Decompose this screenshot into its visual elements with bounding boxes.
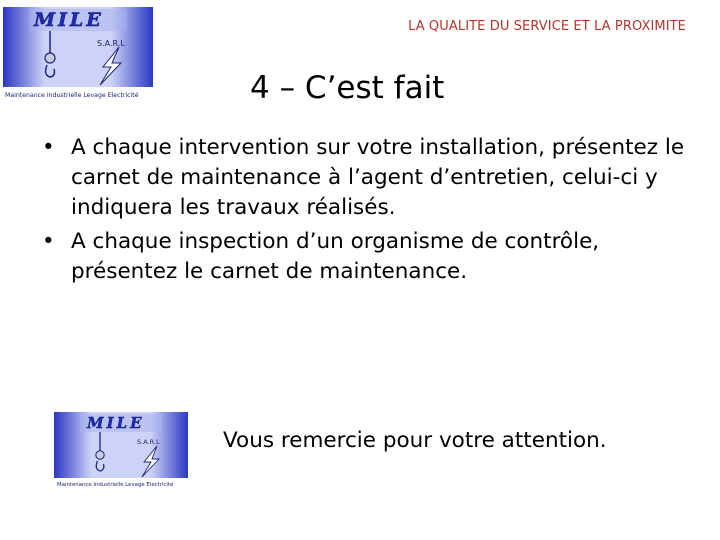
bullet-text: A chaque intervention sur votre installation, présentez le carnet de maintenance à l’agent d’entretien, celui-ci y indiquera les travaux réalisés. [71,135,685,220]
logo-caption: Maintenance Industrielle Levage Electricité [5,92,139,99]
bullet-item [42,227,702,287]
logo-sarl-text: S.A.R.L [97,39,125,48]
bullet-text: A chaque inspection d’un organisme de contrôle, présentez le carnet de maintenance. [71,229,600,284]
closing-text: Vous remercie pour votre attention. [223,428,607,453]
bullet-symbol: • [42,135,55,160]
logo-sarl-text: S.A.R.L [137,438,160,446]
company-logo [3,3,159,101]
logo-brand-text: MILE [34,9,104,31]
company-logo-small [54,410,190,488]
bullet-item [42,133,702,223]
bullet-list [42,133,702,291]
header-tagline: LA QUALITE DU SERVICE ET LA PROXIMITE [408,19,686,34]
bullet-symbol: • [42,229,55,254]
logo-caption: Maintenance Industrielle Levage Electricité [57,482,174,488]
slide-title: 4 – C’est fait [250,70,445,106]
logo-brand-text: MILE [87,414,145,432]
